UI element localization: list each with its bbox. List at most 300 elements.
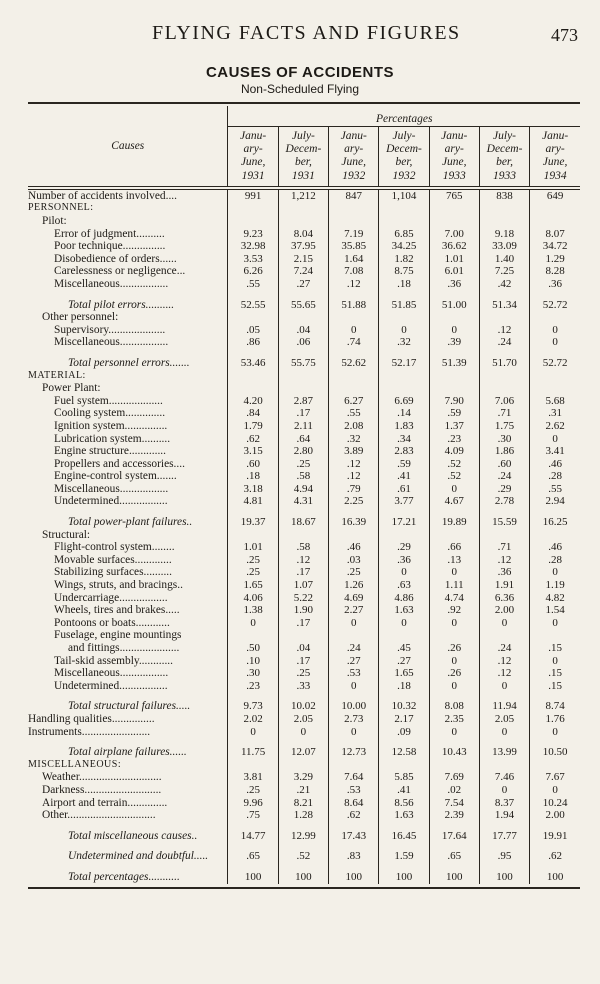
cell-value: 1.91	[479, 579, 529, 592]
cell-value: 2.73	[329, 713, 379, 726]
table-row	[28, 529, 580, 542]
causes-table	[28, 102, 580, 889]
period-header-line: ber,	[294, 156, 312, 169]
table-row	[28, 554, 580, 567]
cell-value	[479, 215, 529, 228]
cell-value	[530, 629, 580, 642]
period-header-line: 1932	[342, 169, 366, 182]
cell-value: 0	[429, 483, 479, 496]
cell-value: .34	[379, 433, 429, 446]
period-header-line: July-	[291, 130, 315, 142]
cell-value: 2.62	[530, 420, 580, 433]
cell-value	[429, 529, 479, 542]
cell-value: 6.69	[379, 395, 429, 408]
cell-value: 14.77	[228, 830, 278, 843]
cell-value: 1.65	[379, 667, 429, 680]
period-header	[278, 127, 328, 187]
cell-value: 4.20	[228, 395, 278, 408]
cell-value: 0	[530, 566, 580, 579]
row-label: Fuselage, engine mountings	[54, 629, 182, 642]
cell-value: .18	[379, 278, 429, 291]
cell-value: 52.17	[379, 357, 429, 370]
row-label: Ignition system...............	[54, 419, 168, 432]
period-header-line: 1931	[241, 169, 265, 182]
cell-value: 1.28	[278, 809, 328, 822]
cell-value: 0	[329, 726, 379, 739]
cell-value: .27	[329, 655, 379, 668]
cell-value: 52.72	[530, 299, 580, 312]
table-row	[28, 407, 580, 420]
cell-value: 1.83	[379, 420, 429, 433]
spacer-row	[28, 349, 580, 357]
cell-value: .46	[329, 541, 379, 554]
cell-value: 36.62	[429, 240, 479, 253]
cell-value: 2.94	[530, 495, 580, 508]
period-header-line: Decem-	[386, 143, 422, 156]
row-label: Propellers and accessories....	[54, 457, 185, 470]
cell-value: 9.23	[228, 228, 278, 241]
cell-value	[429, 202, 479, 215]
cell-value: .12	[479, 667, 529, 680]
cell-value: .29	[479, 483, 529, 496]
cell-value: 10.00	[329, 700, 379, 713]
page-number: 473	[551, 25, 578, 45]
cell-value: .55	[228, 278, 278, 291]
period-header	[329, 127, 379, 187]
cell-value: .36	[379, 554, 429, 567]
cell-value: 2.02	[228, 713, 278, 726]
table-subtitle: Non-Scheduled Flying	[240, 82, 360, 96]
period-header	[479, 127, 529, 187]
cell-value: 4.94	[278, 483, 328, 496]
cell-value: .53	[329, 667, 379, 680]
cell-value: .17	[278, 655, 328, 668]
cell-value: 3.15	[228, 445, 278, 458]
cell-value: 1.64	[329, 253, 379, 266]
cell-value: 3.81	[228, 771, 278, 784]
cell-value: 100	[278, 871, 328, 884]
cell-value: 8.07	[530, 228, 580, 241]
cell-value: 2.05	[479, 713, 529, 726]
cell-value: 8.21	[278, 797, 328, 810]
cell-value	[429, 759, 479, 772]
cell-value: 7.46	[479, 771, 529, 784]
period-header-line: Janu-	[340, 130, 367, 142]
cell-value: 1.19	[530, 579, 580, 592]
cell-value: 7.08	[329, 265, 379, 278]
cell-value: 8.04	[278, 228, 328, 241]
cell-value	[479, 382, 529, 395]
row-label: Miscellaneous.................	[54, 482, 169, 495]
cell-value: .60	[228, 458, 278, 471]
cell-value: .10	[228, 655, 278, 668]
period-header-line: July-	[493, 130, 517, 142]
cell-value: 5.68	[530, 395, 580, 408]
section-row	[28, 370, 580, 383]
cell-value: .36	[479, 566, 529, 579]
row-label: Power Plant:	[42, 382, 101, 395]
cell-value	[379, 382, 429, 395]
cell-value: .03	[329, 554, 379, 567]
cell-value: .79	[329, 483, 379, 496]
cell-value: 0	[228, 726, 278, 739]
cell-value: 17.21	[379, 516, 429, 529]
cell-value: 1.01	[429, 253, 479, 266]
cell-value: 51.85	[379, 299, 429, 312]
table-body	[28, 189, 580, 887]
row-label: Fuel system...................	[54, 394, 163, 407]
cell-value: 55.75	[278, 357, 328, 370]
cell-value	[228, 202, 278, 215]
cell-value: 1,212	[278, 189, 328, 202]
cell-value: 1.86	[479, 445, 529, 458]
cell-value: 3.29	[278, 771, 328, 784]
cell-value: 1.90	[278, 604, 328, 617]
total-row	[28, 299, 580, 312]
cell-value: .24	[479, 470, 529, 483]
cell-value	[278, 370, 328, 383]
cell-value: 0	[530, 617, 580, 630]
cell-value	[329, 370, 379, 383]
row-label: Darkness...........................	[42, 783, 162, 796]
cell-value: .05	[228, 324, 278, 337]
spacer-row	[28, 822, 580, 830]
cell-value: 52.62	[329, 357, 379, 370]
period-header-line: ary-	[545, 143, 565, 156]
cell-value: 19.37	[228, 516, 278, 529]
table-row	[28, 483, 580, 496]
cell-value: .62	[329, 809, 379, 822]
cell-value: 0	[329, 680, 379, 693]
row-label: Undetermined.................	[54, 679, 168, 692]
cell-value: 2.87	[278, 395, 328, 408]
row-label: Wheels, tires and brakes.....	[54, 604, 180, 617]
cell-value: .55	[329, 407, 379, 420]
cell-value	[329, 382, 379, 395]
cell-value: 1.94	[479, 809, 529, 822]
cell-value: 3.77	[379, 495, 429, 508]
cell-value	[278, 215, 328, 228]
row-label: Number of accidents involved....	[28, 189, 177, 202]
cell-value: 838	[479, 189, 529, 202]
cell-value: 10.24	[530, 797, 580, 810]
cell-value: .71	[479, 407, 529, 420]
cell-value: .36	[530, 278, 580, 291]
row-label: Wings, struts, and bracings..	[54, 579, 183, 592]
cell-value: 6.85	[379, 228, 429, 241]
cell-value	[329, 215, 379, 228]
row-label: Error of judgment..........	[54, 227, 165, 240]
table-row	[28, 579, 580, 592]
row-label: Engine structure.............	[54, 445, 166, 458]
spacer-row	[28, 692, 580, 700]
period-header-line: July-	[392, 130, 416, 142]
cell-value	[379, 202, 429, 215]
cell-value: .09	[379, 726, 429, 739]
cell-value	[329, 311, 379, 324]
cell-value	[228, 311, 278, 324]
cell-value: 3.53	[228, 253, 278, 266]
cell-value: 1.38	[228, 604, 278, 617]
row-label: Weather.............................	[42, 771, 162, 784]
cell-value: .12	[329, 278, 379, 291]
period-header-line: 1931	[291, 169, 315, 182]
cell-value: 4.86	[379, 592, 429, 605]
cell-value: 0	[530, 784, 580, 797]
cell-value: 51.88	[329, 299, 379, 312]
cell-value: .17	[278, 407, 328, 420]
spacer-row	[28, 863, 580, 871]
period-header-line: June,	[441, 156, 467, 169]
cell-value: .24	[479, 642, 529, 655]
cell-value: 7.00	[429, 228, 479, 241]
row-label: Carelessness or negligence...	[54, 265, 186, 278]
table-row	[28, 629, 580, 642]
row-label: Lubrication system..........	[54, 432, 171, 445]
row-label: Handling qualities...............	[28, 712, 155, 725]
cell-value: 0	[429, 680, 479, 693]
cell-value: .25	[228, 554, 278, 567]
cell-value: .25	[228, 566, 278, 579]
cell-value: 1.26	[329, 579, 379, 592]
cell-value	[479, 370, 529, 383]
running-head	[0, 22, 600, 52]
cell-value: .53	[329, 784, 379, 797]
cell-value: .41	[379, 470, 429, 483]
cell-value: 1.37	[429, 420, 479, 433]
table-row	[28, 395, 580, 408]
cell-value: 52.55	[228, 299, 278, 312]
cell-value: 649	[530, 189, 580, 202]
cell-value	[379, 311, 429, 324]
row-label: Other...............................	[42, 809, 156, 822]
table-row	[28, 324, 580, 337]
table-row	[28, 667, 580, 680]
row-label: Miscellaneous.................	[54, 277, 169, 290]
cell-value	[479, 759, 529, 772]
cell-value: 1.07	[278, 579, 328, 592]
cell-value: .15	[530, 642, 580, 655]
cell-value	[429, 629, 479, 642]
cell-value: 0	[429, 726, 479, 739]
cell-value	[278, 202, 328, 215]
cell-value	[278, 629, 328, 642]
cell-value: 8.74	[530, 700, 580, 713]
cell-value: 3.41	[530, 445, 580, 458]
cell-value: .18	[379, 680, 429, 693]
cell-value: .17	[278, 566, 328, 579]
cell-value: .27	[379, 655, 429, 668]
cell-value: 12.99	[278, 830, 328, 843]
cell-value: 1.59	[379, 850, 429, 863]
cell-value: 7.90	[429, 395, 479, 408]
row-label: Airport and terrain..............	[42, 796, 168, 809]
cell-value: .12	[479, 655, 529, 668]
cell-value	[329, 202, 379, 215]
row-label: Total airplane failures......	[68, 746, 187, 759]
row-label: Stabilizing surfaces..........	[54, 566, 172, 579]
cell-value: .24	[479, 336, 529, 349]
cell-value: .12	[278, 554, 328, 567]
row-label: Pilot:	[42, 215, 67, 227]
cell-value	[278, 311, 328, 324]
cell-value: .45	[379, 642, 429, 655]
cell-value: 100	[379, 871, 429, 884]
table-row	[28, 642, 580, 655]
cell-value: 1.65	[228, 579, 278, 592]
cell-value: 16.39	[329, 516, 379, 529]
cell-value	[429, 311, 479, 324]
cell-value: 8.64	[329, 797, 379, 810]
row-label: Miscellaneous.................	[54, 667, 169, 680]
cell-value: 100	[429, 871, 479, 884]
table-row	[28, 215, 580, 228]
cell-value: 0	[329, 617, 379, 630]
cell-value	[228, 382, 278, 395]
table-row	[28, 228, 580, 241]
cell-value: .46	[530, 458, 580, 471]
cell-value: .12	[479, 324, 529, 337]
row-label: Structural:	[42, 528, 91, 541]
cell-value	[228, 370, 278, 383]
period-header-line: ber,	[496, 156, 513, 169]
row-label: Engine-control system.......	[54, 470, 177, 483]
cell-value: .26	[429, 667, 479, 680]
table-row	[28, 189, 580, 202]
period-header	[379, 127, 429, 187]
cell-value: 17.64	[429, 830, 479, 843]
cell-value: .64	[278, 433, 328, 446]
row-label: Cooling system..............	[54, 407, 166, 420]
period-header-line: ary-	[344, 143, 364, 156]
table-row	[28, 382, 580, 395]
cell-value	[228, 759, 278, 772]
cell-value: .75	[228, 809, 278, 822]
cell-value: 37.95	[278, 240, 328, 253]
cell-value: 0	[429, 655, 479, 668]
cell-value: .59	[379, 458, 429, 471]
cell-value: .28	[530, 470, 580, 483]
cell-value: .60	[479, 458, 529, 471]
cell-value	[530, 529, 580, 542]
cell-value: 0	[429, 617, 479, 630]
row-label: Disobedience of orders......	[54, 252, 177, 265]
cell-value: .30	[228, 667, 278, 680]
cell-value: 847	[329, 189, 379, 202]
table-row	[28, 470, 580, 483]
period-header-line: ary-	[444, 143, 464, 156]
row-label: PERSONNEL:	[28, 202, 94, 214]
period-header-line: June,	[542, 156, 568, 169]
cell-value: 4.67	[429, 495, 479, 508]
cell-value	[278, 759, 328, 772]
cell-value	[479, 311, 529, 324]
table-row	[28, 566, 580, 579]
table-row	[28, 445, 580, 458]
cell-value	[278, 529, 328, 542]
cell-value: 10.02	[278, 700, 328, 713]
cell-value: 18.67	[278, 516, 328, 529]
cell-value	[530, 382, 580, 395]
row-label: Undetermined and doubtful.....	[68, 850, 209, 863]
row-label: Tail-skid assembly............	[54, 654, 173, 667]
cell-value: 0	[278, 726, 328, 739]
cell-value	[530, 759, 580, 772]
cell-value: .36	[429, 278, 479, 291]
cell-value: 7.54	[429, 797, 479, 810]
period-header-line: 1933	[493, 169, 517, 182]
cell-value: 4.81	[228, 495, 278, 508]
cell-value: .28	[530, 554, 580, 567]
cell-value: 1.63	[379, 604, 429, 617]
cell-value: 2.00	[479, 604, 529, 617]
table-row	[28, 495, 580, 508]
row-label: Undetermined.................	[54, 495, 168, 508]
cell-value: 52.72	[530, 357, 580, 370]
row-label: Total pilot errors..........	[68, 298, 175, 311]
table-row	[28, 253, 580, 266]
cell-value: 53.46	[228, 357, 278, 370]
section-row	[28, 202, 580, 215]
cell-value: 17.77	[479, 830, 529, 843]
cell-value: 51.39	[429, 357, 479, 370]
cell-value: 4.69	[329, 592, 379, 605]
period-header-line: Decem-	[486, 143, 523, 156]
table-row	[28, 433, 580, 446]
cell-value: .18	[228, 470, 278, 483]
cell-value: .33	[278, 680, 328, 693]
cell-value	[228, 529, 278, 542]
cell-value: .52	[429, 470, 479, 483]
cell-value: 0	[530, 655, 580, 668]
period-header-line: 1934	[543, 169, 567, 182]
cell-value: .42	[479, 278, 529, 291]
cell-value: 8.75	[379, 265, 429, 278]
cell-value: .95	[479, 850, 529, 863]
period-header-line: 1932	[392, 169, 416, 182]
cell-value: 55.65	[278, 299, 328, 312]
cell-value: 0	[429, 566, 479, 579]
cell-value: 7.25	[479, 265, 529, 278]
cell-value: 0	[479, 617, 529, 630]
cell-value: 2.11	[278, 420, 328, 433]
spacer-row	[28, 291, 580, 299]
section-row	[28, 759, 580, 772]
row-label: Poor technique...............	[54, 240, 166, 253]
cell-value: .59	[429, 407, 479, 420]
cell-value: 1.29	[530, 253, 580, 266]
cell-value: .14	[379, 407, 429, 420]
cell-value: 8.56	[379, 797, 429, 810]
cell-value: .23	[429, 433, 479, 446]
cell-value	[530, 215, 580, 228]
cell-value: 2.08	[329, 420, 379, 433]
period-header-line: Decem-	[285, 143, 322, 156]
cell-value: 51.00	[429, 299, 479, 312]
period-header-line: June,	[341, 156, 366, 169]
cell-value: .66	[429, 541, 479, 554]
cell-value: .23	[228, 680, 278, 693]
cell-value	[530, 311, 580, 324]
table-row	[28, 771, 580, 784]
cell-value: 2.35	[429, 713, 479, 726]
table-row	[28, 617, 580, 630]
table-row	[28, 713, 580, 726]
cell-value	[429, 370, 479, 383]
cell-value	[379, 215, 429, 228]
row-label: Movable surfaces.............	[54, 553, 172, 566]
row-label: Total miscellaneous causes..	[68, 829, 198, 842]
